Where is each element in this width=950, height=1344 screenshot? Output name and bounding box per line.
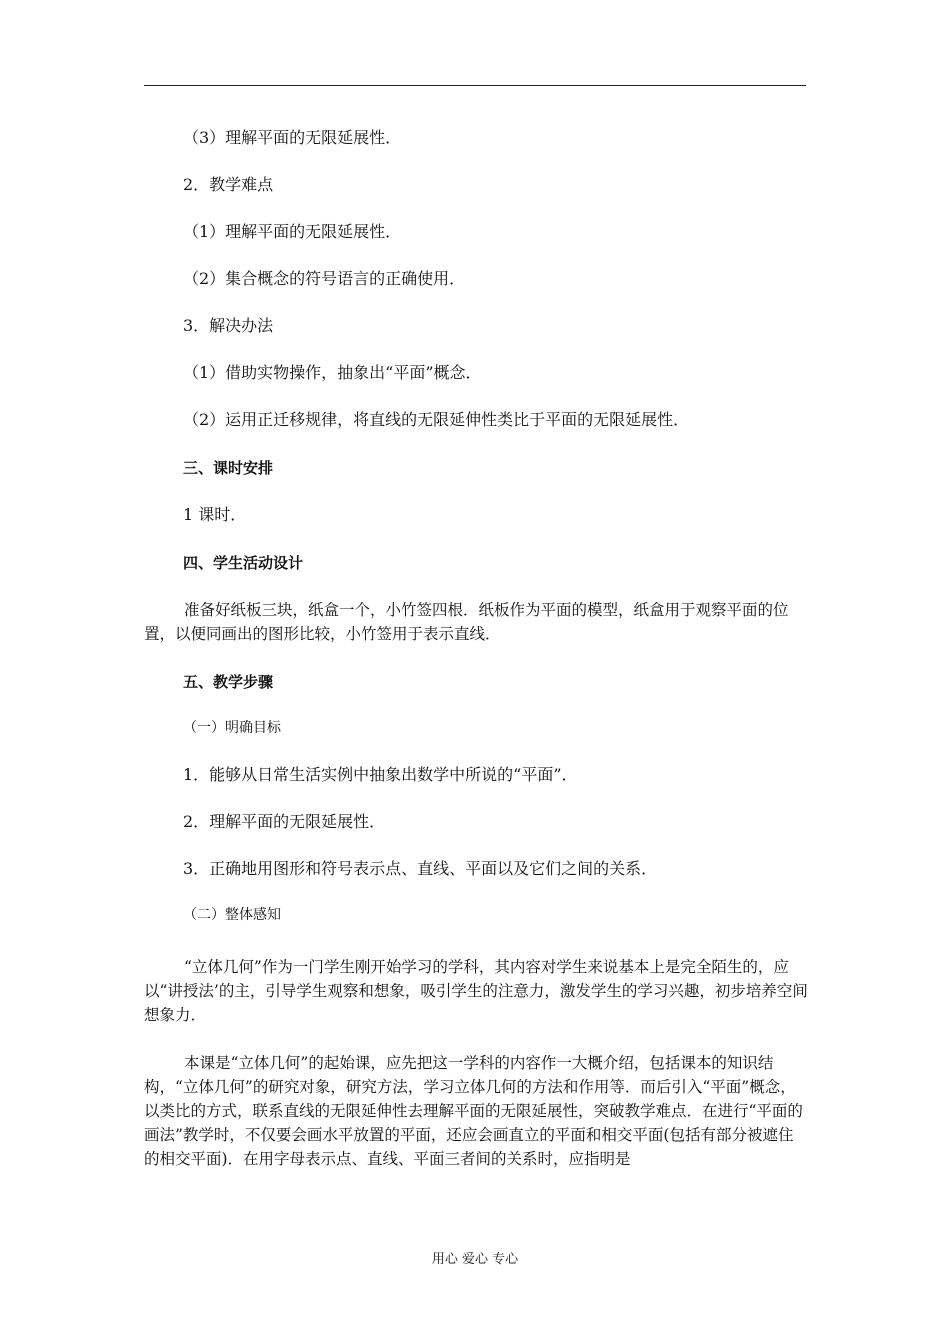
section-heading: 四、学生活动设计	[183, 554, 304, 572]
text-line: （2）集合概念的符号语言的正确使用．	[183, 269, 466, 288]
text-line: （1）理解平面的无限延展性．	[183, 222, 402, 241]
page-footer: 用心 爱心 专心	[431, 1252, 519, 1267]
paragraph-2: “立体几何”作为一门学生刚开始学习的学科，其内容对学生来说基本上是完全陌生的，应以“讲授法’的主，引导学生观察和想象，吸引学生的注意力，激发学生的学习兴趣，初步培养空间想象力．	[144, 958, 808, 1024]
subsection-heading: （一）明确目标	[183, 720, 281, 736]
text-line: （2）运用正迁移规律，将直线的无限延伸性类比于平面的无限延展性．	[183, 410, 690, 429]
text-line: 3．正确地用图形和符号表示点、直线、平面以及它们之间的关系．	[183, 859, 658, 878]
section-heading: 五、教学步骤	[183, 673, 274, 691]
text-line: （3）理解平面的无限延展性．	[183, 128, 402, 147]
text-line: 3．解决办法	[183, 316, 274, 335]
section-heading: 三、课时安排	[183, 459, 274, 477]
text-line: 2．理解平面的无限延展性．	[183, 812, 386, 831]
header-rule	[144, 85, 806, 86]
paragraph-1: 准备好纸板三块，纸盒一个，小竹签四根．纸板作为平面的模型，纸盒用于观察平面的位置，以便同画出的图形比较，小竹签用于表示直线．	[144, 601, 789, 643]
text-line: 2．教学难点	[183, 175, 274, 194]
subsection-heading: （二）整体感知	[183, 907, 281, 923]
text-line: 1．能够从日常生活实例中抽象出数学中所说的“平面”．	[183, 765, 578, 784]
paragraph-3: 本课是“立体几何”的起始课，应先把这一学科的内容作一大概介绍，包括课本的知识结构，“立体几何”的研究对象，研究方法，学习立体几何的方法和作用等．而后引入“平面”概念，以类比的方式，联系直线的无限延伸性去理解平面的无限延展性，突破教学难点．在进行“平面的画法”教学时，不仅要会画水平放置的平面，还应会画直立的平面和相交平面(包括有部分被遮住的相交平面)．在用字母表示点、直线、平面三者间的关系时，应指明是	[144, 1054, 803, 1168]
text-line: 1 课时．	[183, 505, 247, 524]
text-line: （1）借助实物操作，抽象出“平面”概念．	[183, 363, 482, 382]
